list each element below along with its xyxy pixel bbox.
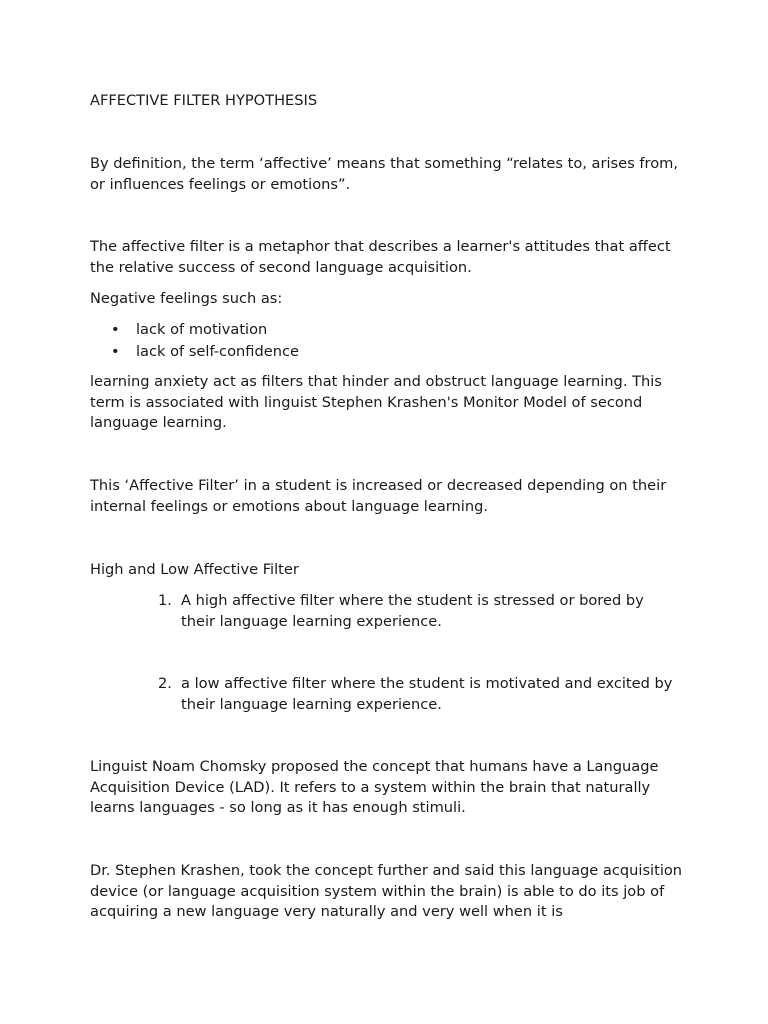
numbered-item-low — [158, 674, 678, 715]
bullet-icon: • — [111, 321, 120, 338]
list-item-text: lack of self-confidence — [136, 342, 299, 360]
negative-feelings-list — [90, 320, 690, 363]
high-low-heading: High and Low Affective Filter — [90, 561, 299, 578]
list-item — [90, 320, 690, 342]
numbered-item-high — [158, 591, 678, 632]
list-number: 1. — [158, 592, 172, 609]
list-number: 2. — [158, 675, 172, 692]
bullet-icon: • — [111, 342, 120, 360]
metaphor-paragraph: The affective filter is a metaphor that describes a learner's attitudes that affect the relative success of second language acquisition. — [90, 238, 671, 276]
list-item-text: A high affective filter where the student is stressed or bored by their language learning experience. — [181, 592, 644, 630]
krashen-paragraph: Dr. Stephen Krashen, took the concept further and said this language acquisition device (or language acquisition system within the brain) is able to do its job of acquiring a new language very naturally and very well when it is — [90, 862, 683, 921]
document-title: AFFECTIVE FILTER HYPOTHESIS — [90, 92, 318, 109]
list-item — [90, 342, 690, 364]
list-item-text: a low affective filter where the student is motivated and excited by their language learning experience. — [181, 675, 673, 713]
negative-feelings-intro: Negative feelings such as: — [90, 290, 283, 307]
list-item-text: lack of motivation — [136, 321, 268, 338]
definition-paragraph: By definition, the term ‘affective’ means that something “relates to, arises from, or influences feelings or emotions”. — [90, 155, 678, 193]
filter-student-paragraph: This ‘Affective Filter’ in a student is increased or decreased depending on their internal feelings or emotions about language learning. — [90, 477, 667, 515]
chomsky-paragraph: Linguist Noam Chomsky proposed the concept that humans have a Language Acquisition Device (LAD). It refers to a system within the brain that naturally learns languages - so long as it has enough stimuli. — [90, 758, 659, 817]
anxiety-paragraph: learning anxiety act as filters that hinder and obstruct language learning. This term is associated with linguist Stephen Krashen's Monitor Model of second language learning. — [90, 373, 662, 432]
